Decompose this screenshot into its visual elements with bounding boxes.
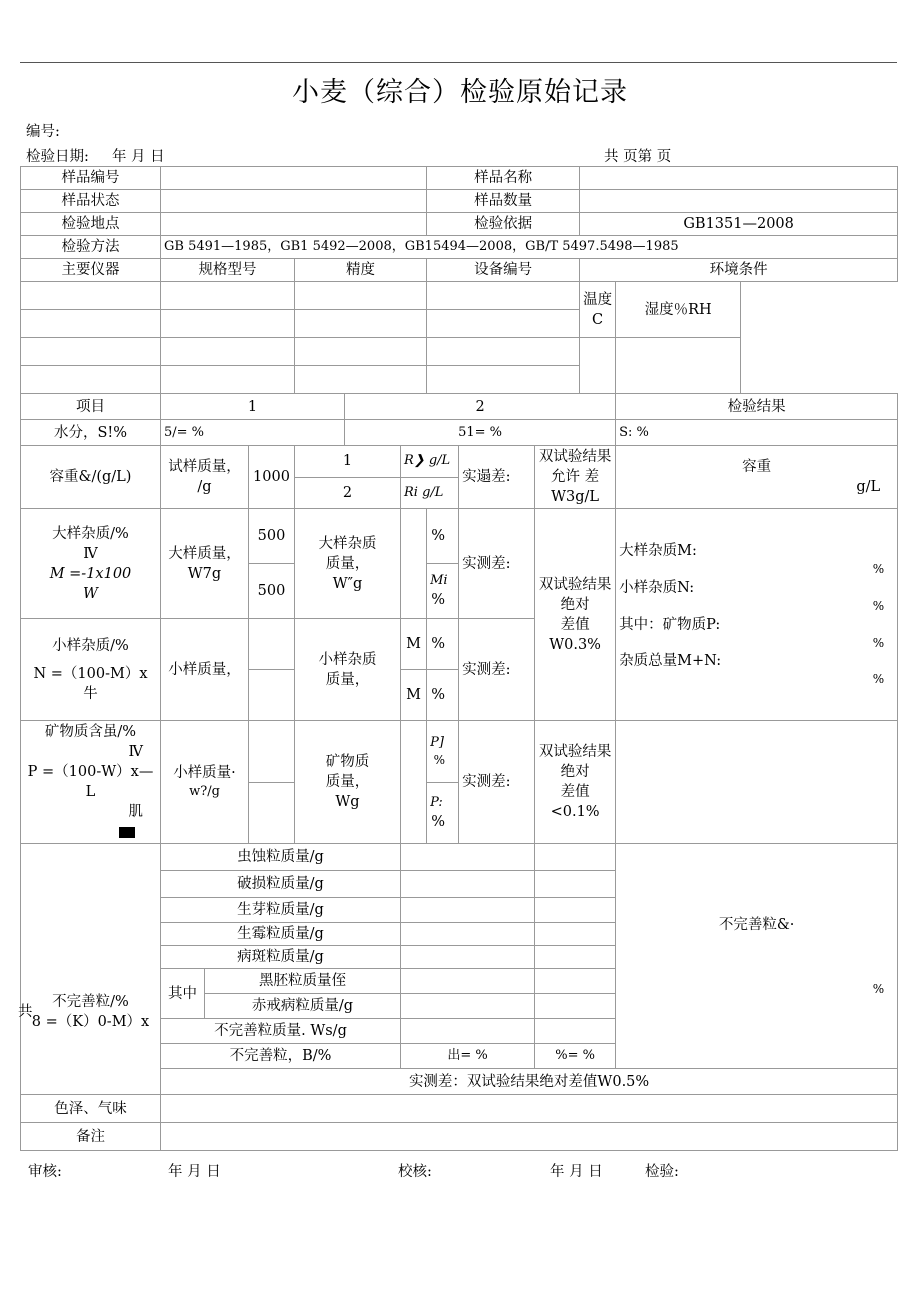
table-row-sample-state [21, 190, 898, 213]
small-impurity-mass: 小样质量， [161, 619, 249, 721]
imperfect-row-name-2: 破损粒质量/g [161, 871, 401, 898]
imperfect-result-label: 不完善粒&· [718, 916, 795, 933]
large-impurity-sym-2: Mi [430, 573, 448, 589]
bulk-density-sample-mass [161, 446, 249, 509]
impurity-abs-diff-line1: 双试验结果绝对 [538, 576, 612, 613]
instrument-spec-3[interactable] [161, 338, 295, 366]
imperfect-result[interactable] [616, 844, 898, 1069]
imperfect-footer-note: 实测差：双试验结果绝对差值W0.5% [161, 1069, 898, 1095]
imperfect-row-v1-2[interactable] [401, 871, 535, 898]
small-impurity-mass-line2: 质量， [325, 671, 370, 688]
item-col-label: 项目 [21, 394, 161, 420]
small-impurity-label [21, 619, 161, 721]
imperfect-pct-label: 不完善粒，B/% [161, 1044, 401, 1069]
bulk-density-no-2: 2 [295, 477, 401, 509]
among-row-v1-1[interactable] [401, 969, 535, 994]
result-total-impurity-pct: % [872, 672, 885, 687]
instrument-name-4[interactable] [21, 366, 161, 394]
small-impurity-title: 小样杂质/% [52, 637, 129, 654]
among-row-v2-1[interactable] [535, 969, 616, 994]
review-date[interactable]: 年 月 日 [168, 1164, 221, 1180]
table-row-test-method [21, 236, 898, 259]
result-small-impurity-label: 小样杂质N: [619, 579, 695, 596]
imperfect-formula: 8 =（K）0-M）x [31, 1014, 150, 1030]
test-place-value[interactable] [161, 213, 427, 236]
table-row-test-place [21, 213, 898, 236]
imperfect-row-name-3: 生芽粒质量/g [161, 898, 401, 923]
mineral-result[interactable] [616, 721, 898, 844]
imperfect-label [21, 844, 161, 1095]
mineral-abs-diff [535, 721, 616, 844]
equipment-no-label: 设备编号 [427, 259, 580, 282]
sample-state-value[interactable] [161, 190, 427, 213]
result-total-impurity-label: 杂质总量M+N: [619, 653, 722, 670]
imperfect-row-v1-1[interactable] [401, 844, 535, 871]
mineral-title: 矿物质含虽/% [44, 724, 137, 740]
imperfect-title: 不完善粒/% [52, 994, 129, 1010]
instrument-precision-4[interactable] [295, 366, 427, 394]
result-large-impurity-pct: % [872, 562, 885, 577]
small-impurity-formula: N =（100-M）x 牛 [33, 665, 148, 702]
mineral-formula-bot: 肌 [128, 804, 143, 820]
small-impurity-measured-diff[interactable]: 实测差: [459, 619, 535, 721]
moisture-label: 水分，S!% [21, 420, 161, 446]
humidity-label: 湿度％RH [616, 282, 741, 338]
imperfect-row-v2-3[interactable] [535, 898, 616, 923]
mineral-mass-label: 小样质量· [173, 765, 236, 782]
top-divider [20, 62, 897, 63]
imperfect-row-v1-5[interactable] [401, 946, 535, 969]
bulk-density-allowed-line2: W3g/L [551, 489, 600, 505]
mineral-sym-1: P] [430, 735, 444, 750]
imperfect-pct-v1[interactable]: 出= % [401, 1044, 535, 1069]
bulk-density-result-label: 容重 [742, 459, 772, 475]
mineral-amount-2[interactable] [249, 782, 295, 844]
page-counter: 共 页第 页 [604, 149, 672, 165]
bulk-density-measured-diff[interactable]: 实遢差: [459, 446, 535, 509]
large-impurity-title: 大样杂质/% [52, 525, 129, 542]
large-impurity-value-2[interactable] [427, 564, 459, 619]
large-impurity-sym-col [401, 509, 427, 619]
bulk-density-label: 容重&/(g/L) [21, 446, 161, 509]
bulk-density-allowed [535, 446, 616, 509]
small-impurity-mass-col [295, 619, 401, 721]
check-label: 校核: [398, 1164, 432, 1180]
table-row-instrument-3 [21, 338, 898, 366]
instrument-equipment-2[interactable] [427, 310, 580, 338]
large-impurity-formula-top: Ⅳ [83, 545, 98, 562]
inspection-date-line [26, 145, 165, 166]
table-row-large-impurity-1 [21, 509, 898, 564]
mineral-mass [161, 721, 249, 844]
table-row-imperfect-1 [21, 844, 898, 871]
spec-model-label: 规格型号 [161, 259, 295, 282]
item-col-1: 1 [161, 394, 345, 420]
large-impurity-mass [161, 509, 249, 619]
temperature-label: 温度C [580, 282, 616, 338]
table-row-color-odor [21, 1095, 898, 1123]
bulk-density-result[interactable] [616, 446, 898, 509]
imperfect-total-mass-v1[interactable] [401, 1019, 535, 1044]
small-impurity-pct-1: % [431, 636, 446, 652]
test-basis-value[interactable]: GB1351—2008 [580, 213, 898, 236]
imperfect-pct-v2[interactable]: %= % [535, 1044, 616, 1069]
main-instrument-label: 主要仪器 [21, 259, 161, 282]
mineral-abs-diff-line1: 双试验结果绝对 [538, 744, 612, 780]
table-row-sample-no [21, 167, 898, 190]
mineral-value-1[interactable] [427, 721, 459, 783]
imperfect-total-mass-v2[interactable] [535, 1019, 616, 1044]
table-row-remark [21, 1123, 898, 1151]
inspection-date-ymd: 年 月 日 [111, 149, 165, 165]
mineral-amount-1[interactable] [249, 721, 295, 783]
result-mineral-label: 其中：矿物质P: [619, 616, 721, 633]
instrument-equipment-1[interactable] [427, 282, 580, 310]
large-impurity-value-1[interactable] [427, 509, 459, 564]
color-odor-value[interactable] [161, 1095, 898, 1123]
imperfect-row-v2-5[interactable] [535, 946, 616, 969]
large-impurity-formula-bot: W [83, 585, 98, 602]
sample-qty-label: 样品数量 [427, 190, 580, 213]
environment-label: 环境条件 [580, 259, 898, 282]
large-impurity-measured-diff[interactable]: 实测差: [459, 509, 535, 619]
among-label: 其中 [161, 969, 205, 1019]
instrument-precision-3[interactable] [295, 338, 427, 366]
mineral-mass-col [295, 721, 401, 844]
review-label: 审核: [28, 1164, 62, 1180]
mineral-pct-1: % [433, 752, 446, 767]
large-impurity-mass-line1: 大样杂质 [318, 535, 377, 552]
tester-label: 检验: [645, 1164, 679, 1180]
large-impurity-mass-line3: W″g [332, 575, 363, 592]
table-row-mineral-1 [21, 721, 898, 783]
black-square-marker [119, 827, 135, 838]
small-impurity-value-1[interactable] [427, 619, 459, 670]
bulk-density-val-2[interactable]: Ri g/L [401, 477, 459, 509]
table-row-instrument-1 [21, 282, 898, 310]
small-impurity-sym-1: M [401, 619, 427, 670]
table-row-instrument-2 [21, 310, 898, 338]
large-impurity-mass-label: 大样质量， [168, 545, 241, 562]
mineral-formula-mid: P =（100-W）x—L [27, 764, 154, 800]
test-method-label: 检验方法 [21, 236, 161, 259]
humidity-value[interactable] [616, 338, 741, 394]
instrument-spec-2[interactable] [161, 310, 295, 338]
mineral-label [21, 721, 161, 844]
table-row-instrument-4 [21, 366, 898, 394]
large-impurity-pct-2: % [431, 591, 446, 608]
mineral-measured-diff[interactable]: 实测差: [459, 721, 535, 844]
large-impurity-amount-2[interactable]: 500 [249, 564, 295, 619]
sample-name-label: 样品名称 [427, 167, 580, 190]
mineral-sym-col [401, 721, 427, 844]
impurity-abs-diff-line2: 差值W0.3% [549, 616, 601, 653]
moisture-value-2[interactable]: 51= % [345, 420, 616, 446]
instrument-equipment-3[interactable] [427, 338, 580, 366]
impurity-results[interactable] [616, 509, 898, 721]
result-large-impurity-label: 大样杂质M: [619, 543, 697, 560]
imperfect-result-pct: % [872, 981, 885, 996]
bulk-density-result-unit: g/L [856, 479, 881, 495]
imperfect-row-v1-4[interactable] [401, 923, 535, 946]
among-row-v1-2[interactable] [401, 994, 535, 1019]
bulk-density-no-1: 1 [295, 446, 401, 478]
small-impurity-pct-2: % [431, 687, 446, 703]
imperfect-row-v2-2[interactable] [535, 871, 616, 898]
small-impurity-amount-1[interactable] [249, 619, 295, 670]
main-form-table [20, 166, 898, 1151]
moisture-result[interactable]: S: % [616, 420, 898, 446]
test-basis-label: 检验依据 [427, 213, 580, 236]
large-impurity-formula-mid: M =-1x100 [49, 565, 132, 582]
impurity-abs-diff [535, 509, 616, 721]
bulk-density-mass-1000[interactable]: 1000 [249, 446, 295, 509]
sample-name-value[interactable] [580, 167, 898, 190]
large-impurity-mass-unit: W7g [187, 565, 222, 582]
imperfect-row-v2-1[interactable] [535, 844, 616, 871]
small-impurity-mass-line1: 小样杂质 [318, 651, 377, 668]
remark-label: 备注 [21, 1123, 161, 1151]
instrument-equipment-4[interactable] [427, 366, 580, 394]
remark-value[interactable] [161, 1123, 898, 1151]
sample-no-label: 样品编号 [21, 167, 161, 190]
temperature-value[interactable] [580, 338, 616, 394]
item-col-2: 2 [345, 394, 616, 420]
moisture-value-1[interactable]: 5/= % [161, 420, 345, 446]
result-small-impurity-pct: % [872, 598, 885, 613]
mineral-mass-line1: 矿物质 [325, 754, 370, 770]
small-impurity-sym-2: M [401, 670, 427, 721]
instrument-name-1[interactable] [21, 282, 161, 310]
table-row-bulk-density-1 [21, 446, 898, 478]
imperfect-row-name-4: 生霉粒质量/g [161, 923, 401, 946]
mineral-mass-line2: 质量， [325, 774, 370, 790]
page-title: 小麦（综合）检验原始记录 [292, 77, 628, 108]
sample-no-value[interactable] [161, 167, 427, 190]
imperfect-row-v2-4[interactable] [535, 923, 616, 946]
among-row-name-2: 赤戒病粒质量/g [205, 994, 401, 1019]
imperfect-row-name-1: 虫蚀粒质量/g [161, 844, 401, 871]
large-impurity-mass-line2: 质量， [325, 555, 370, 572]
mineral-formula-top: Ⅳ [128, 744, 143, 760]
table-row-moisture [21, 420, 898, 446]
check-date[interactable]: 年 月 日 [550, 1164, 603, 1180]
among-row-v2-2[interactable] [535, 994, 616, 1019]
serial-number-label: 编号: [26, 124, 60, 140]
table-row-instrument-header [21, 259, 898, 282]
imperfect-total-mass-label: 不完善粒质量. Ws/g [161, 1019, 401, 1044]
mineral-mass-unit: w?/g [189, 784, 220, 800]
test-method-value[interactable]: GB 5491—1985，GB1 5492—2008，GB15494—2008，GB/T 5497.5498—1985 [161, 236, 898, 259]
bulk-density-allowed-line1: 双试验结果允许 差 [538, 449, 612, 485]
small-impurity-amount-2[interactable] [249, 670, 295, 721]
item-col-result: 检验结果 [616, 394, 898, 420]
instrument-name-3[interactable] [21, 338, 161, 366]
imperfect-row-v1-3[interactable] [401, 898, 535, 923]
color-odor-label: 色泽、气味 [21, 1095, 161, 1123]
sample-qty-value[interactable] [580, 190, 898, 213]
small-impurity-value-2[interactable] [427, 670, 459, 721]
large-impurity-label [21, 509, 161, 619]
bulk-density-val-1[interactable]: R❯ g/L [401, 446, 459, 478]
test-place-label: 检验地点 [21, 213, 161, 236]
instrument-name-2[interactable] [21, 310, 161, 338]
mineral-mass-line3: Wg [335, 794, 360, 810]
large-impurity-amount-1[interactable]: 500 [249, 509, 295, 564]
among-row-name-1: 黑胚粒质量侄 [205, 969, 401, 994]
instrument-spec-4[interactable] [161, 366, 295, 394]
instrument-spec-1[interactable] [161, 282, 295, 310]
result-mineral-pct: % [872, 635, 885, 650]
inspection-date-label: 检验日期: [26, 149, 89, 165]
mineral-abs-diff-line2: 差值<0.1% [550, 784, 600, 820]
mineral-pct-2: % [431, 813, 446, 830]
table-row-items-header [21, 394, 898, 420]
precision-label: 精度 [295, 259, 427, 282]
mineral-sym-2: P: [430, 794, 443, 810]
instrument-precision-1[interactable] [295, 282, 427, 310]
imperfect-row-name-5: 病斑粒质量/g [161, 946, 401, 969]
imperfect-formula-overflow: 共 [18, 1004, 33, 1020]
large-impurity-pct-1: % [431, 528, 446, 544]
large-impurity-mass-col [295, 509, 401, 619]
mineral-value-2[interactable] [427, 782, 459, 844]
instrument-precision-2[interactable] [295, 310, 427, 338]
bulk-density-sample-mass-line2: /g [197, 479, 212, 495]
sample-state-label: 样品状态 [21, 190, 161, 213]
bulk-density-sample-mass-line1: 试样质量， [168, 459, 241, 475]
